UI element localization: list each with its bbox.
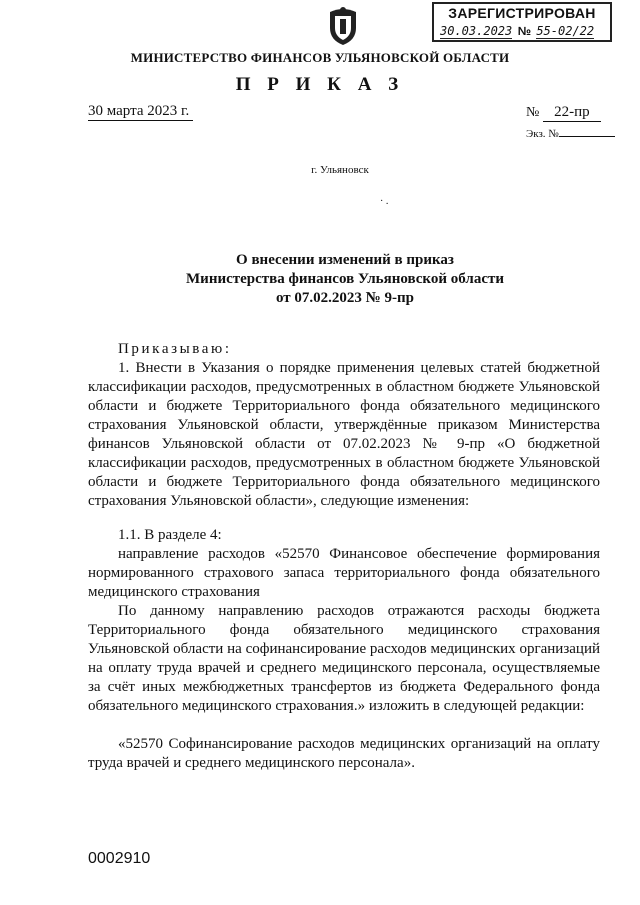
paragraph-3: направление расходов «52570 Финансовое обеспечение формирования нормированного страхового запаса территориального фонда обязательного медицинского страхования (88, 546, 600, 600)
subject-line-2: Министерства финансов Ульяновской области (186, 271, 504, 287)
subject-line-1: О внесении изменений в приказ (236, 252, 454, 268)
document-code: 0002910 (88, 850, 151, 867)
stamp-date: 30.03.2023 (440, 24, 513, 38)
city: г. Ульяновск (311, 164, 369, 176)
paragraph-2: 1.1. В разделе 4: (118, 527, 222, 543)
paragraph-5: «52570 Софинансирование расходов медицинских организаций на оплату труда врачей и среднего медицинского персонала». (88, 736, 600, 771)
copy-number-blank (559, 136, 615, 137)
copy-label: Экз. № (526, 128, 559, 140)
stamp-title: ЗАРЕГИСТРИРОВАН (448, 5, 596, 21)
order-number-sign: № (526, 105, 540, 120)
scan-speck: · . (380, 196, 389, 207)
paragraph-1: 1. Внести в Указания о порядке применения целевых статей бюджетной классификации расходов, предусмотренных в областном бюджете Ульяновской области и бюджете Территориального фонда обязательного медицинского страхования Ульяновской области, утверждённые приказом Министерства финансов Ульяновской области от 07.02.2023 № 9-пр «О бюджетной классификации расходов, предусмотренных в областном бюджете Ульяновской области и бюджете Территориального фонда обязательного медицинского страхования Ульяновской области», следующие изменения: (88, 360, 600, 509)
order-date: 30 марта 2023 г. (88, 103, 193, 121)
stamp-registration-line (440, 24, 604, 38)
copy-number (526, 128, 615, 140)
stamp-number: 55-02/22 (536, 24, 595, 38)
paragraph-4: По данному направлению расходов отражаются расходы бюджета Территориального фонда обязательного медицинского страхования Ульяновской области на софинансирование расходов медицинских организаций на оплату труда врачей и среднего медицинского персонала, осуществляемые за счёт иных межбюджетных трансфертов из бюджета Федерального фонда обязательного медицинского страхования.» изложить в следующей редакции: (88, 603, 600, 714)
order-word: Приказываю: (118, 341, 232, 357)
subject-line-3: от 07.02.2023 № 9-пр (276, 290, 414, 306)
order-body (88, 340, 600, 773)
stamp-number-sign: № (517, 24, 531, 38)
order-title: П Р И К А З (235, 74, 405, 95)
registration-stamp (432, 2, 612, 42)
ministry-name: МИНИСТЕРСТВО ФИНАНСОВ УЛЬЯНОВСКОЙ ОБЛАСТИ (130, 50, 510, 65)
coat-of-arms-icon (326, 6, 360, 46)
order-number (526, 104, 601, 122)
order-number-value: 22-пр (543, 104, 601, 122)
order-subject (0, 251, 640, 308)
